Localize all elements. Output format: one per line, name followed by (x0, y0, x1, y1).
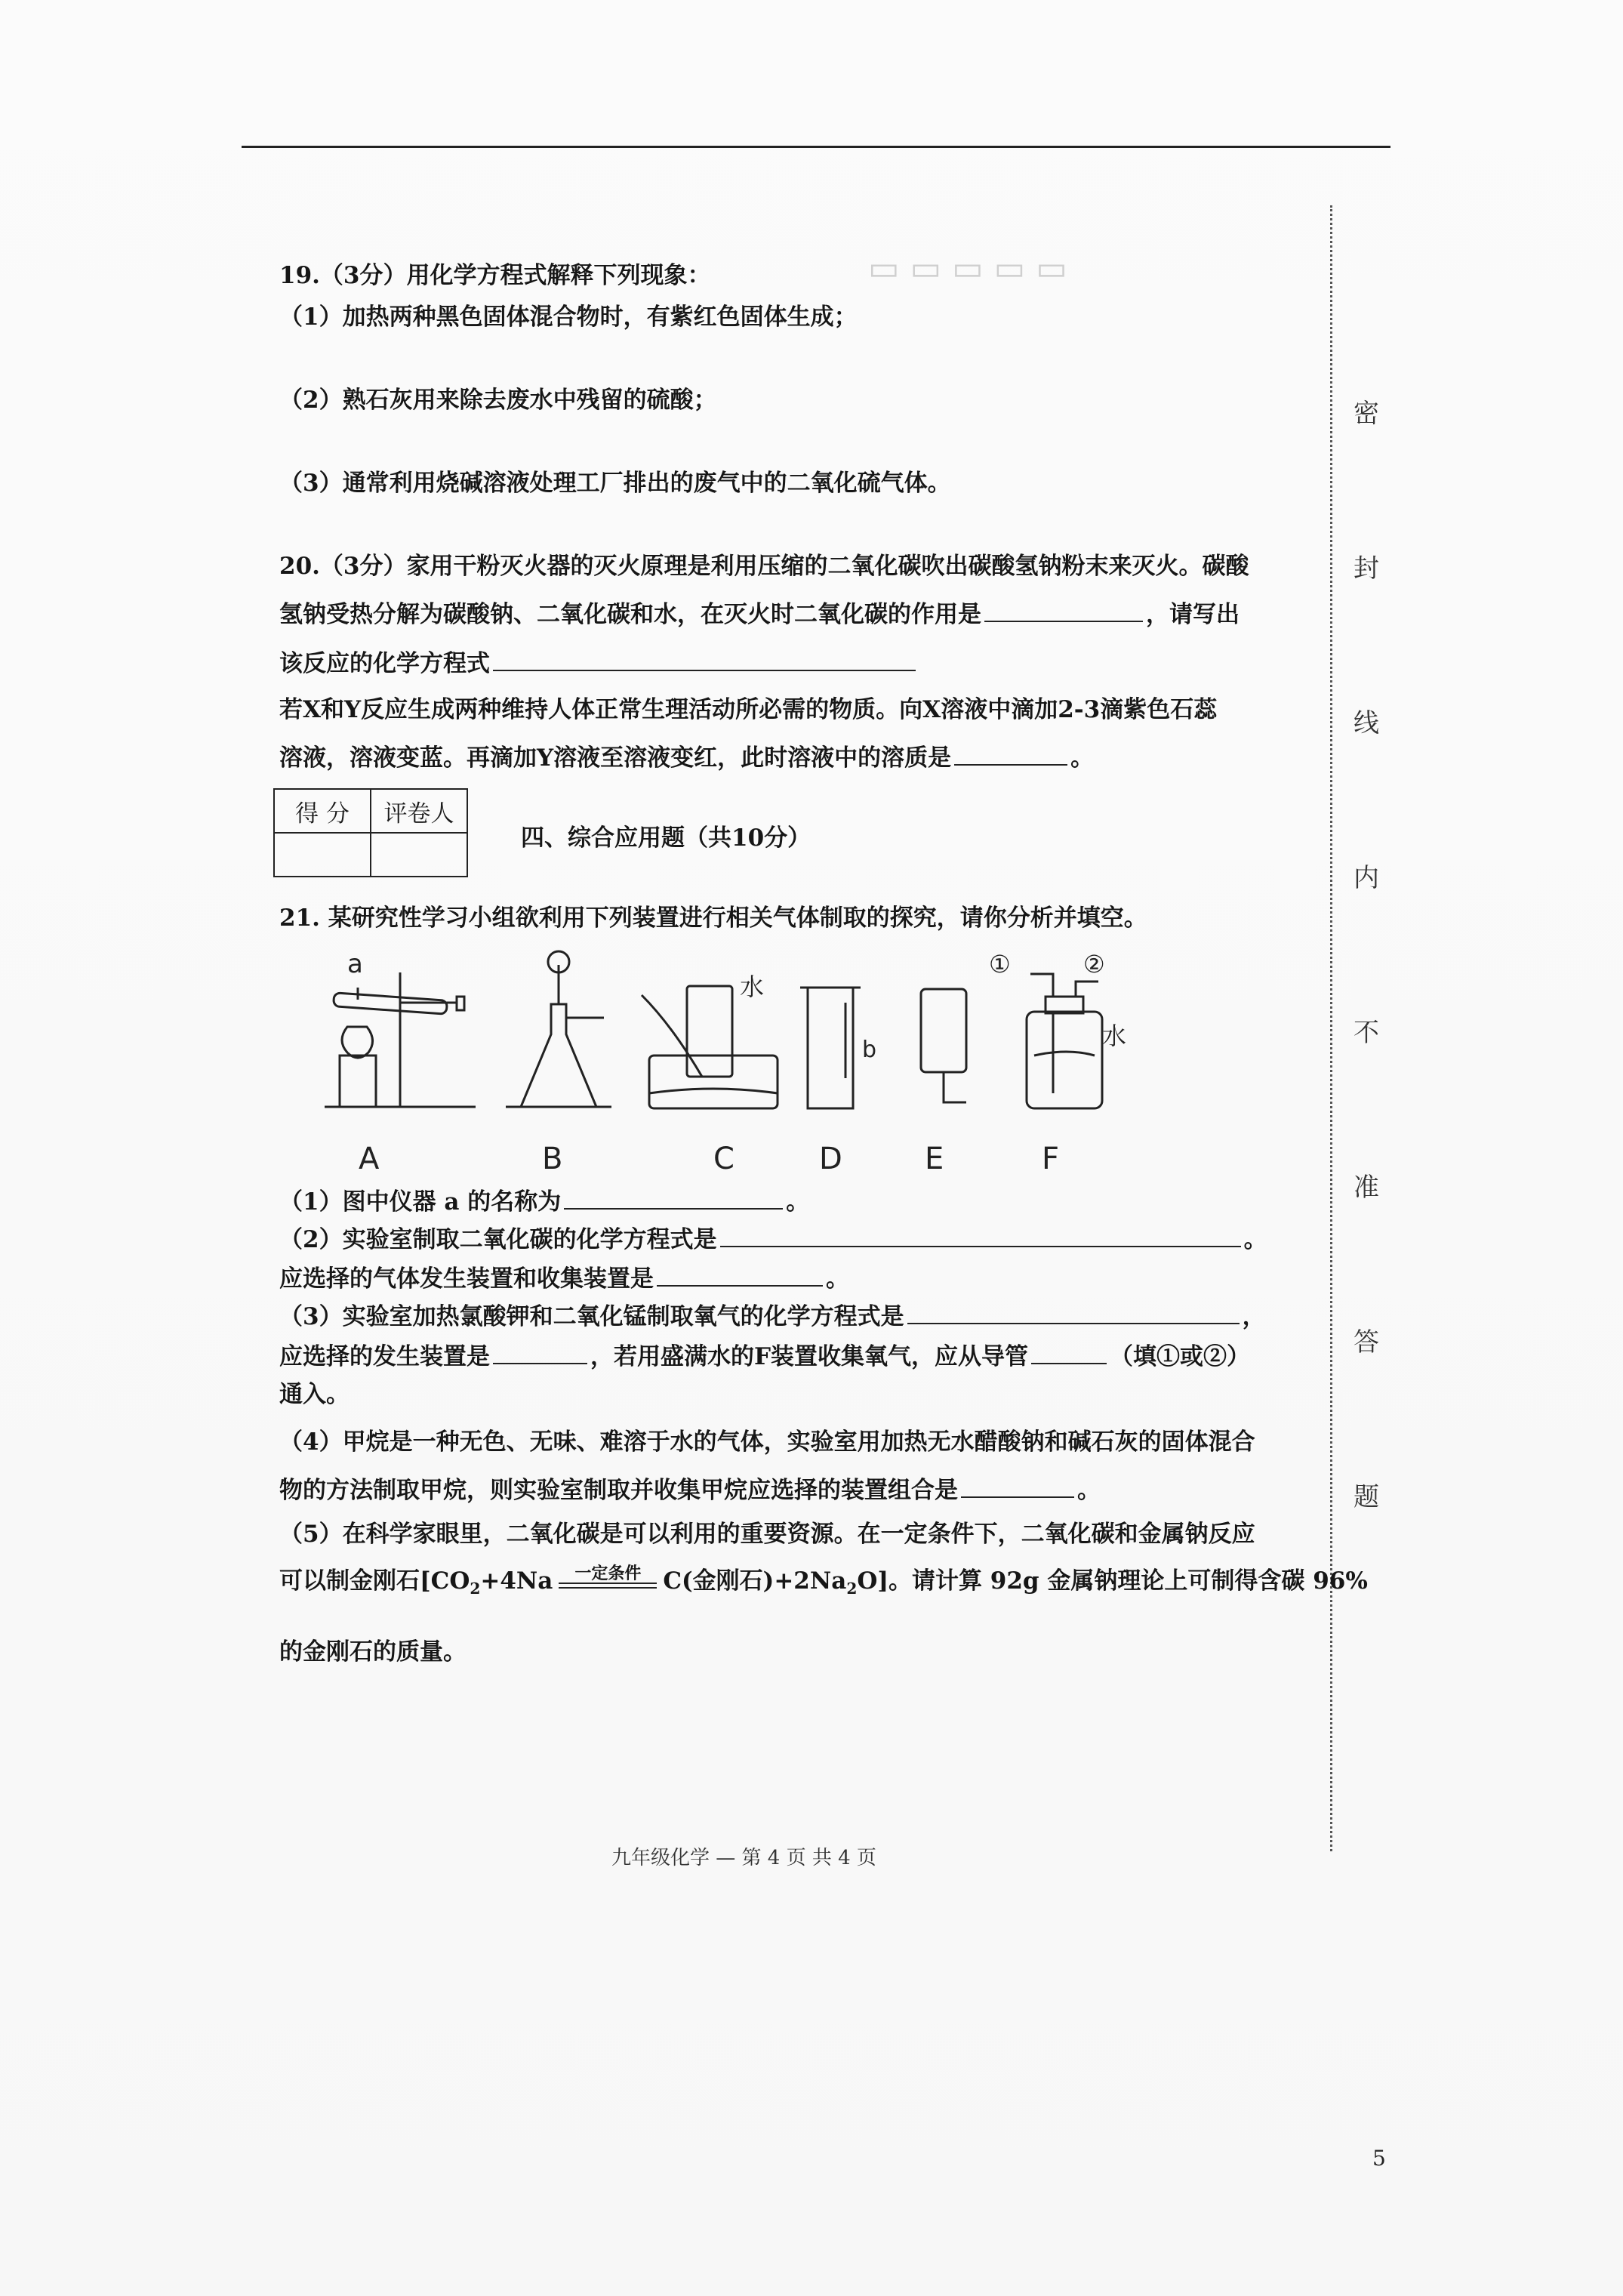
q21-p4b (279, 1474, 1101, 1505)
answer-blank[interactable] (564, 1185, 783, 1210)
q20-line3-text: 该反应的化学方程式 (279, 650, 490, 677)
q19-item2: （2）熟石灰用来除去废水中残留的硫酸； (279, 387, 717, 414)
q21-intro: 21. 某研究性学习小组欲利用下列装置进行相关气体制取的探究，请你分析并填空。 (279, 905, 1147, 932)
seal-char: 内 (1354, 863, 1379, 893)
formula-part: 可以制金刚石[CO (279, 1567, 470, 1595)
apparatus-figure (317, 942, 1132, 1184)
apparatus-label-B: B (542, 1142, 563, 1176)
q21-p3e-text: （填①或②） (1110, 1343, 1251, 1370)
formula-part: +4Na (480, 1567, 553, 1595)
formula-subscript: 2 (470, 1579, 481, 1598)
formula-part: O]。请计算 92g 金属钠理论上可制得含碳 96% (857, 1567, 1368, 1595)
reaction-condition-text: 一定条件 (574, 1564, 642, 1583)
q21-p3c (279, 1340, 1250, 1372)
seal-char: 准 (1354, 1173, 1379, 1203)
apparatus-label-F: F (1042, 1142, 1060, 1176)
q20-line5 (279, 741, 1094, 773)
seal-char: 不 (1354, 1018, 1379, 1048)
q21-p2 (279, 1223, 1267, 1255)
seal-char: 答 (1354, 1327, 1379, 1358)
q21-p3f: 通入。 (279, 1381, 350, 1408)
reaction-condition (559, 1564, 657, 1589)
q21-p3 (279, 1300, 1266, 1332)
apparatus-drawing (317, 942, 1132, 1184)
bleed-through-shape: ▭ ▭ ▭ ▭ ▭ (868, 249, 1067, 288)
label-b: b (862, 1037, 877, 1063)
q20-line2-text: 氢钠受热分解为碳酸钠、二氧化碳和水，在灭火时二氧化碳的作用是 (279, 601, 981, 628)
seal-char: 封 (1354, 553, 1379, 584)
answer-blank[interactable] (493, 647, 916, 671)
q21-p1-tail: 。 (786, 1188, 810, 1216)
answer-blank[interactable] (907, 1300, 1240, 1324)
answer-blank[interactable] (657, 1262, 823, 1287)
q21-p4b-text: 物的方法制取甲烷，则实验室制取并收集甲烷应选择的装置组合是 (279, 1477, 958, 1504)
page-footer: 九年级化学 — 第 4 页 共 4 页 (611, 1847, 876, 1869)
q20-line2-tail: ，请写出 (1146, 601, 1240, 628)
q21-p2c-tail: 。 (826, 1265, 849, 1293)
page-number: 5 (1372, 2146, 1386, 2171)
label-tube-2: ② (1083, 950, 1105, 978)
score-table (273, 788, 468, 877)
section4-title: 四、综合应用题（共10分） (521, 824, 812, 852)
q21-p2-tail: 。 (1243, 1226, 1267, 1253)
q20-line2 (279, 598, 1240, 630)
apparatus-label-E: E (925, 1142, 944, 1176)
q19-item3: （3）通常利用烧碱溶液处理工厂排出的废气中的二氧化硫气体。 (279, 470, 951, 497)
grader-header: 评卷人 (371, 789, 467, 833)
q21-p5c: 的金刚石的质量。 (279, 1638, 467, 1666)
label-water-c: 水 (740, 972, 765, 1001)
answer-blank[interactable] (720, 1223, 1241, 1247)
q21-p2c-text: 应选择的气体发生装置和收集装置是 (279, 1265, 654, 1293)
q21-p3d-text: ，若用盛满水的F装置收集氧气，应从导管 (590, 1343, 1029, 1370)
apparatus-label-D: D (819, 1142, 842, 1176)
answer-blank[interactable] (984, 598, 1143, 622)
label-water-f: 水 (1102, 1022, 1127, 1050)
header-rule (242, 146, 1390, 148)
answer-blank[interactable] (954, 741, 1067, 766)
q20-line3 (279, 647, 919, 679)
answer-blank[interactable] (961, 1474, 1074, 1498)
q20-line5-text: 溶液，溶液变蓝。再滴加Y溶液至溶液变红，此时溶液中的溶质是 (279, 744, 952, 772)
q21-p2-text: （2）实验室制取二氧化碳的化学方程式是 (279, 1226, 717, 1253)
seal-char: 题 (1354, 1482, 1379, 1512)
q21-p5a: （5）在科学家眼里，二氧化碳是可以利用的重要资源。在一定条件下，二氧化碳和金属钠反应 (279, 1521, 1255, 1548)
binding-dotted-line (1330, 205, 1332, 1851)
answer-blank[interactable] (493, 1340, 587, 1364)
q19-title: 19.（3分）用化学方程式解释下列现象： (279, 262, 711, 289)
q20-line5-tail: 。 (1070, 744, 1095, 772)
q20-line4: 若X和Y反应生成两种维持人体正常生理活动所必需的物质。向X溶液中滴加2-3滴紫色石蕊 (279, 696, 1218, 723)
score-cell[interactable] (274, 833, 371, 877)
apparatus-label-C: C (713, 1142, 735, 1176)
grader-cell[interactable] (371, 833, 467, 877)
answer-blank[interactable] (1031, 1340, 1107, 1364)
q19-item1: （1）加热两种黑色固体混合物时，有紫红色固体生成； (279, 304, 858, 331)
formula-subscript: 2 (846, 1579, 858, 1598)
formula-part: C(金刚石)+2Na (663, 1567, 847, 1595)
label-tube-1: ① (989, 950, 1011, 978)
label-a: a (347, 949, 363, 979)
score-header: 得 分 (274, 789, 371, 833)
q21-p1-text: （1）图中仪器 a 的名称为 (279, 1188, 562, 1216)
q21-p5b (279, 1566, 1368, 1604)
q21-p2c (279, 1262, 849, 1294)
q21-p1 (279, 1185, 809, 1217)
q21-p4b-tail: 。 (1077, 1477, 1101, 1504)
q20-line1: 20.（3分）家用干粉灭火器的灭火原理是利用压缩的二氧化碳吹出碳酸氢钠粉末来灭火。碳酸 (279, 553, 1249, 580)
q21-p3c-text: 应选择的发生装置是 (279, 1343, 490, 1370)
apparatus-label-A: A (359, 1142, 380, 1176)
seal-char: 线 (1354, 708, 1379, 738)
seal-char: 密 (1354, 399, 1379, 429)
q21-p4a: （4）甲烷是一种无色、无味、难溶于水的气体，实验室用加热无水醋酸钠和碱石灰的固体混合 (279, 1428, 1255, 1456)
q21-p3-tail: ， (1242, 1303, 1266, 1330)
q21-p3-text: （3）实验室加热氯酸钾和二氧化锰制取氧气的化学方程式是 (279, 1303, 904, 1330)
